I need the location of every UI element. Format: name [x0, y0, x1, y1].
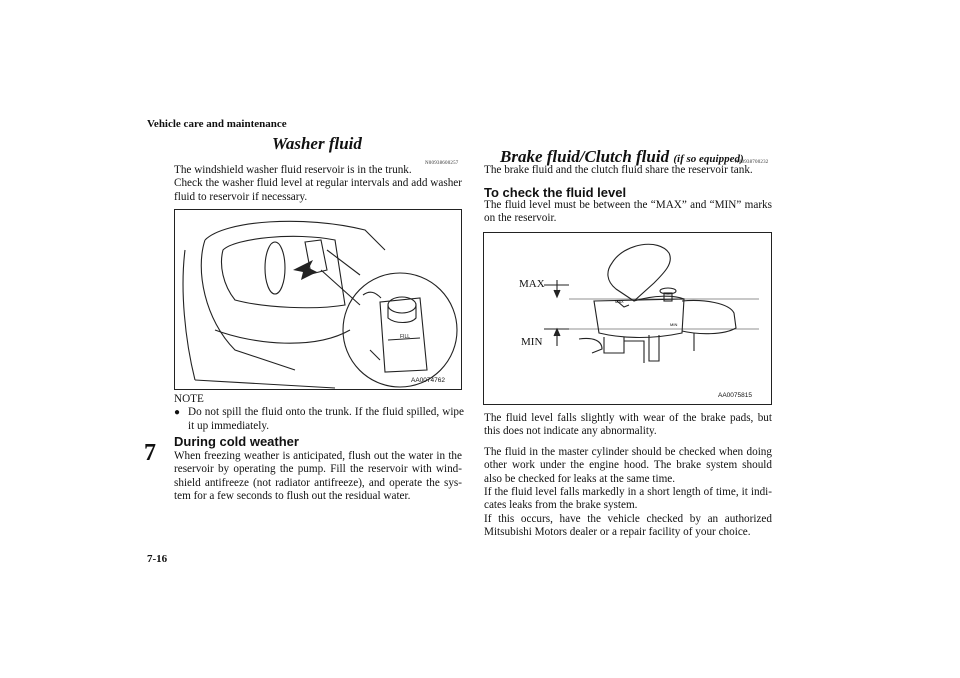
washer-intro-line-2: Check the washer fluid level at regular intervals and add washer fluid to reservoir if necessary. [174, 177, 462, 203]
washer-fluid-code: N00938600257 [425, 161, 459, 166]
note-label: NOTE [174, 393, 204, 405]
note-bullet-item [174, 406, 464, 433]
running-header: Vehicle care and maintenance [147, 118, 287, 130]
page-number: 7-16 [147, 553, 168, 565]
brake-paragraph-4: If this occurs, have the vehicle checked by an authorized Mitsubishi Motors dealer or a repair facility of your choice. [484, 513, 772, 539]
washer-note [174, 393, 464, 433]
brake-figure-code: AA0075815 [718, 392, 752, 399]
brake-intro: The brake fluid and the clutch fluid share the reservoir tank. [484, 164, 753, 176]
brake-fluid-title-sub: (if so equipped) [673, 153, 744, 165]
washer-reservoir-illustration [175, 210, 461, 389]
min-label: MIN [521, 336, 543, 348]
washer-fluid-title: Washer fluid [272, 134, 362, 153]
brake-reservoir-figure [483, 232, 772, 405]
svg-text:MIN: MIN [670, 322, 678, 327]
brake-fluid-code: N00938700232 [735, 160, 769, 165]
brake-fluid-title-main: Brake fluid/Clutch fluid [500, 147, 670, 166]
fill-label: FILL [400, 334, 411, 340]
chapter-number: 7 [144, 440, 156, 466]
brake-reservoir-illustration [484, 233, 771, 404]
brake-paragraph-2: The fluid in the master cylinder should be checked when doing other work under the engine hood. The brake system should also be checked for leaks at the same time. [484, 446, 772, 485]
washer-reservoir-figure [174, 209, 462, 390]
note-bullet-text: Do not spill the fluid onto the trunk. If the fluid spilled, wipe it up immediately. [188, 406, 464, 432]
brake-paragraph-1: The fluid level falls slightly with wear of the brake pads, but this does not indicate any abnormality. [484, 412, 772, 438]
svg-text:MAX: MAX [615, 299, 624, 304]
brake-paragraph-3: If the fluid level falls markedly in a short length of time, it indi-cates leaks from the brake system. [484, 486, 772, 512]
check-level-text: The fluid level must be between the “MAX” and “MIN” marks on the reservoir. [484, 199, 772, 225]
washer-intro [174, 164, 462, 204]
cold-weather-text: When freezing weather is anticipated, flush out the water in the reservoir by operating the pump. Fill the reservoir with wind-shield antifreeze (not radiator antifreeze), and operate the sys-tem for a few seconds to flush out the residual water. [174, 450, 462, 503]
bullet-icon: ● [174, 407, 181, 419]
washer-figure-code: AA0074762 [411, 377, 445, 384]
washer-intro-line-1: The windshield washer fluid reservoir is in the trunk. [174, 164, 412, 176]
max-label: MAX [519, 278, 545, 290]
check-level-heading: To check the fluid level [484, 185, 627, 200]
cold-weather-heading: During cold weather [174, 434, 299, 449]
